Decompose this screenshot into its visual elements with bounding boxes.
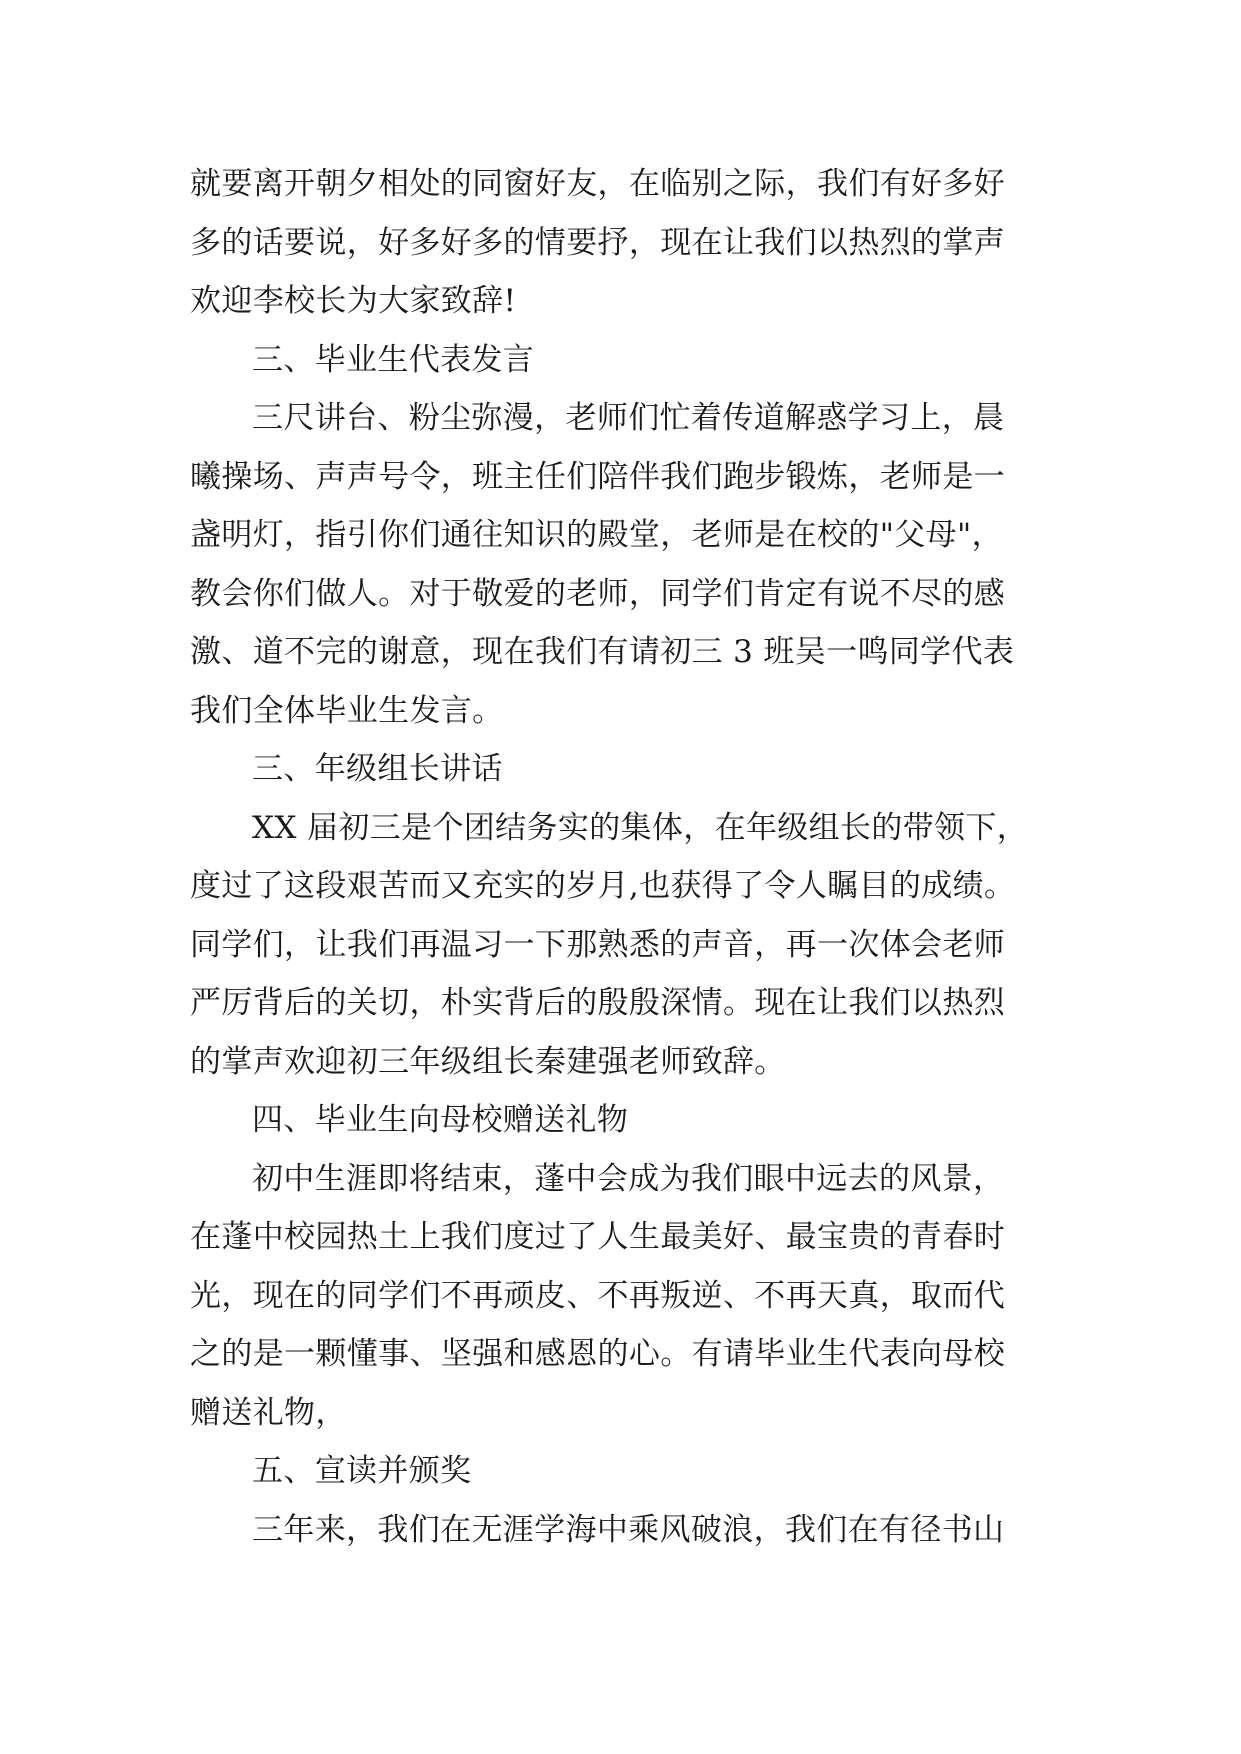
text-line: 欢迎李校长为大家致辞! [190,283,517,319]
text-line: 同学们，让我们再温习一下那熟悉的声音，再一次体会老师 [190,926,1006,963]
text-line: 我们全体毕业生发言。 [190,692,504,729]
text-line: 赠送礼物， [190,1394,347,1431]
section-heading: 四、毕业生向母校赠送礼物 [252,1102,629,1138]
paragraph-start: 初中生涯即将结束，蓬中会成为我们眼中远去的风景， [252,1160,1005,1197]
text-line: 度过了这段艰苦而又充实的岁月,也获得了令人瞩目的成绩。 [190,868,1016,904]
section-heading: 三、毕业生代表发言 [252,341,535,378]
document-body [190,155,1070,1559]
paragraph-start: XX 届初三是个团结务实的集体，在年级组长的带领下， [252,809,1029,846]
text-line: 之的是一颗懂事、坚强和感恩的心。有请毕业生代表向母校 [190,1336,1006,1372]
text-line: 多的话要说，好多好多的情要抒，现在让我们以热烈的掌声 [190,224,1006,261]
text-line: 在蓬中校园热土上我们度过了人生最美好、最宝贵的青春时 [190,1219,1006,1255]
text-line: 光，现在的同学们不再顽皮、不再叛逆、不再天真，取而代 [190,1277,1006,1314]
text-line: 严厉背后的关切，朴实背后的殷殷深情。现在让我们以热烈 [190,985,1006,1021]
text-line: 曦操场、声声号令，班主任们陪伴我们跑步锻炼，老师是一 [190,458,1006,495]
section-heading: 五、宣读并颁奖 [252,1453,472,1489]
text-line: 的掌声欢迎初三年级组长秦建强老师致辞。 [190,1043,786,1080]
paragraph-start: 三尺讲台、粉尘弥漫，老师们忙着传道解惑学习上，晨 [252,400,1005,436]
paragraph-start: 三年来，我们在无涯学海中乘风破浪，我们在有径书山 [252,1511,1005,1548]
text-line: 盏明灯，指引你们通往知识的殿堂，老师是在校的"父母"， [190,517,1003,553]
text-line: 教会你们做人。对于敬爱的老师，同学们肯定有说不尽的感 [190,575,1006,612]
section-heading: 三、年级组长讲话 [252,751,503,787]
text-line: 就要离开朝夕相处的同窗好友，在临别之际，我们有好多好 [190,166,1006,202]
text-line: 激、道不完的谢意，现在我们有请初三 3 班吴一鸣同学代表 [190,634,1015,670]
